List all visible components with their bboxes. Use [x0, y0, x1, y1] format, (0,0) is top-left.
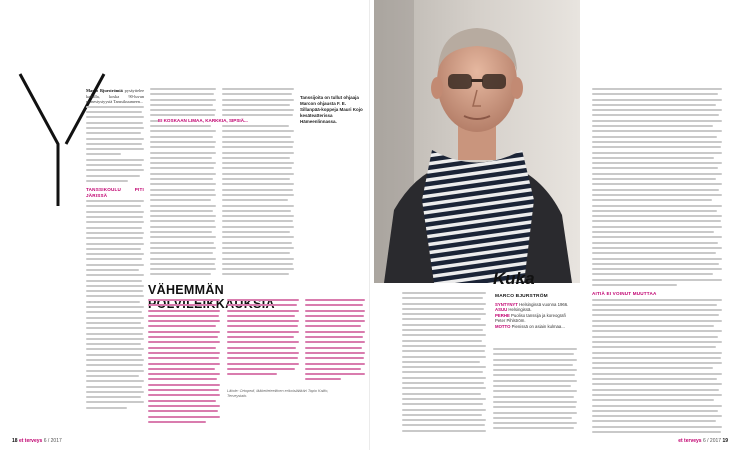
subheading-tanssikoulu: TANSSIKOULU PITI JÄRISSÄ: [86, 186, 144, 198]
right-column-1: [402, 292, 486, 432]
info-born: SYNTYNYT Helsingissä vuonna 1966.: [495, 301, 569, 307]
lead-text-col-2: [227, 299, 299, 385]
body-text-block: [402, 292, 486, 432]
right-column-3: [592, 88, 722, 434]
pull-quote: Tanssijoita on tullut ohjaaja Marcon ohjausta F. E. Sillanpää-koppeja Mauri Kojo kesäteatterissa Hämeenlinnassa.: [300, 95, 363, 124]
lead-text-col-3: [305, 299, 365, 399]
info-motto: MOTTO Pienissä on asiain kulmaa...: [495, 323, 565, 329]
subheading-aitia: AITIÄ EI VOINUT MUUTTAA: [592, 290, 657, 296]
portrait-photo: [374, 0, 580, 283]
right-folio: et terveys 6 / 2017 19: [678, 438, 728, 444]
right-column-2: [493, 348, 577, 432]
intro-paragraph: Marco Bjurströmiä pysäyttelee kadulla, koska 90-luvun menestystyystä Tanssikuumeen...: [86, 88, 144, 105]
who-heading: Kuka: [493, 269, 535, 288]
body-text-block: [86, 106, 144, 182]
body-text-block: [592, 88, 722, 286]
lead-text-col-1: [148, 299, 220, 429]
subheading-limaa: EI KOSKAAN LIMAA, KARKKIA, SIPSIÄ...: [158, 117, 294, 124]
body-text-block: [592, 299, 722, 434]
body-text-block: [493, 348, 577, 432]
person-name: MARCO BJURSTRÖM: [495, 294, 548, 299]
left-folio: 18 et terveys 6 / 2017: [12, 438, 62, 444]
info-lives: ASUU Helsingissä.: [495, 307, 532, 313]
article-headline: VÄHEMMÄN: [148, 283, 225, 297]
person-info-box: [495, 294, 577, 330]
body-text-block: [86, 200, 144, 409]
source-caption: Lähde: Ortopedi, lääketieteellinen erikoislääkäri Tapio Kallio, Terveystalo.: [227, 389, 329, 398]
left-column-1: [86, 88, 144, 433]
info-family: PERHE Puoliso tanssija ja koreografi Peter Pihlström.: [495, 312, 566, 324]
